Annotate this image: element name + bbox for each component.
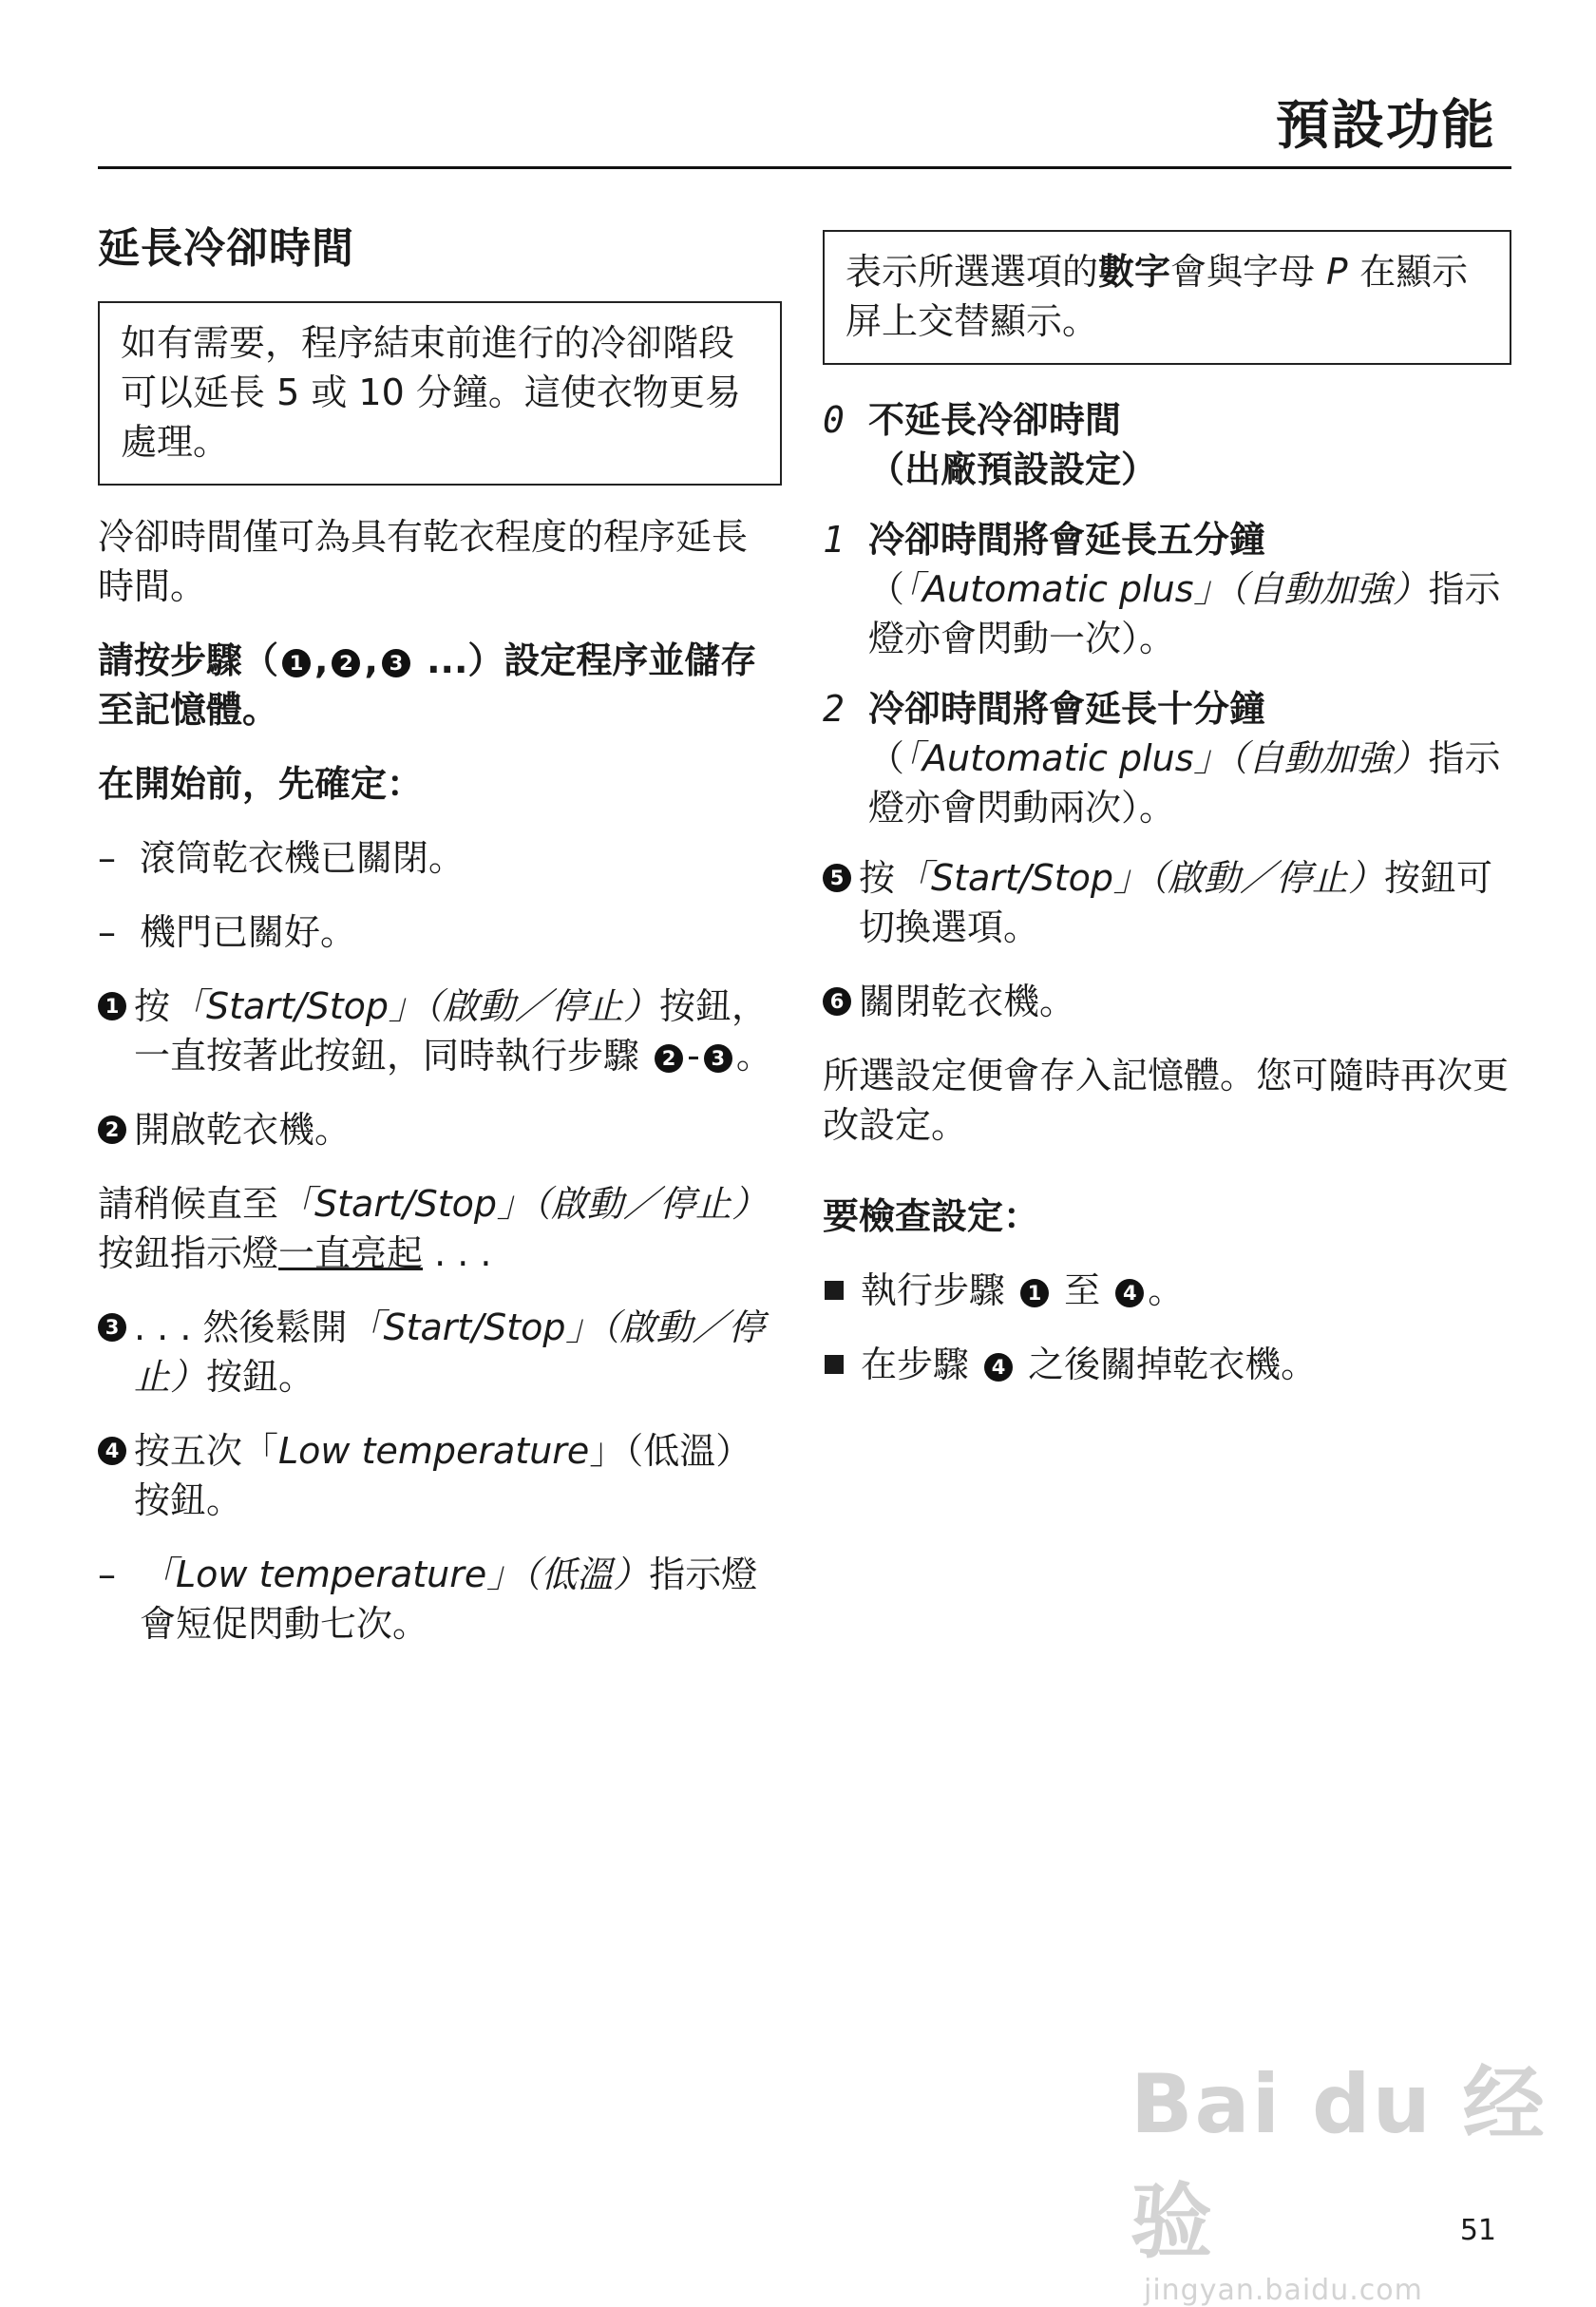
bullet-text: 在步驟 4 之後關掉乾衣機。 xyxy=(861,1344,1318,1385)
dash-item xyxy=(98,1550,782,1649)
step-number-icon: 3 xyxy=(98,1313,126,1342)
bullet-item xyxy=(823,1266,1511,1315)
step-text: 關閉乾衣機。 xyxy=(859,981,1076,1022)
option-note: （「Automatic plus」（自動加強）指示燈亦會閃動兩次）。 xyxy=(868,737,1501,829)
option-title: 不延長冷卻時間 xyxy=(868,399,1122,441)
step-number-icon: 3 xyxy=(704,1044,732,1073)
step-3 xyxy=(98,1303,782,1401)
dash-text: 滾筒乾衣機已關閉。 xyxy=(140,837,466,879)
step-text: 按「Start/Stop」（啟動／停止）按鈕，一直按著此按鈕，同時執行步驟 2 - 3 。 xyxy=(134,985,772,1077)
intro-paragraph: 冷卻時間僅可為具有乾衣程度的程序延長時間。 xyxy=(98,516,749,607)
dash-item xyxy=(98,907,782,957)
dash-text: 機門已關好。 xyxy=(140,911,357,953)
header-rule xyxy=(98,166,1511,169)
watermark-brand: Bai du 经验 xyxy=(1130,2057,1547,2270)
option-note: （「Automatic plus」（自動加強）指示燈亦會閃動一次）。 xyxy=(868,568,1501,659)
step-number-icon: 2 xyxy=(332,649,360,677)
dash-mark: – xyxy=(98,911,116,953)
info-box-text: 如有需要，程序結束前進行的冷卻階段可以延長 5 或 10 分鐘。這使衣物更易處理。 xyxy=(121,322,741,463)
step-text: 按「Start/Stop」（啟動／停止）按鈕可切換選項。 xyxy=(859,857,1493,948)
instruction-post: ...）設定程序並儲存至記憶體。 xyxy=(98,639,757,731)
step-number-icon: 2 xyxy=(98,1115,126,1144)
option-2 xyxy=(823,684,1511,832)
page-header-title: 預設功能 xyxy=(1276,95,1496,157)
step-text: . . . 然後鬆開「Start/Stop」（啟動／停止）按鈕。 xyxy=(134,1306,765,1398)
watermark-url: jingyan.baidu.com xyxy=(1144,2274,1423,2307)
step-5 xyxy=(823,853,1511,952)
bullet-text: 執行步驟 1 至 4 。 xyxy=(861,1269,1185,1311)
step-text: 按五次「Low temperature」（低溫）按鈕。 xyxy=(134,1430,752,1521)
check-heading: 要檢查設定： xyxy=(823,1195,1040,1237)
step-4 xyxy=(98,1426,782,1525)
dash-text: 「Low temperature」（低溫）指示燈會短促閃動七次。 xyxy=(140,1554,758,1645)
left-column xyxy=(98,214,782,1673)
option-subtitle: （出廠預設設定） xyxy=(868,448,1158,490)
square-bullet-icon xyxy=(825,1281,844,1300)
before-heading: 在開始前，先確定： xyxy=(98,763,424,805)
dash-mark: – xyxy=(98,1554,116,1595)
dash-item xyxy=(98,833,782,883)
memory-paragraph: 所選設定便會存入記憶體。您可隨時再次更改設定。 xyxy=(823,1055,1510,1146)
square-bullet-icon xyxy=(825,1355,844,1374)
step-number-icon: 4 xyxy=(98,1437,126,1465)
option-0 xyxy=(823,395,1511,494)
dash-mark: – xyxy=(98,837,116,879)
step-text: 開啟乾衣機。 xyxy=(134,1109,352,1151)
option-digit: 0 xyxy=(823,399,845,441)
option-digit: 2 xyxy=(823,688,845,730)
step-number-icon: 6 xyxy=(823,987,851,1016)
display-info-box: 表示所選選項的數字會與字母 P 在顯示屏上交替顯示。 xyxy=(823,230,1511,365)
step-6 xyxy=(823,977,1511,1026)
step-number-icon: 1 xyxy=(98,992,126,1020)
right-column xyxy=(823,230,1511,1414)
section-heading: 延長冷卻時間 xyxy=(98,224,354,273)
wait-paragraph: 請稍候直至「Start/Stop」（啟動／停止）按鈕指示燈一直亮起 . . . xyxy=(98,1183,769,1274)
info-box xyxy=(98,301,782,486)
step-number-icon: 1 xyxy=(1020,1279,1049,1307)
option-1 xyxy=(823,515,1511,663)
option-digit: 1 xyxy=(823,519,845,561)
step-number-icon: 4 xyxy=(1115,1279,1144,1307)
instruction-pre: 請按步驟（ xyxy=(98,639,279,681)
step-number-icon: 5 xyxy=(823,864,851,892)
option-title: 冷卻時間將會延長十分鐘 xyxy=(868,688,1266,730)
baidu-watermark xyxy=(1130,2038,1596,2307)
instruction-bold: 請按步驟（ 1 , 2 , 3 ...）設定程序並儲存至記憶體。 xyxy=(98,639,757,731)
page-number: 51 xyxy=(1459,2214,1496,2247)
bullet-item xyxy=(823,1340,1511,1389)
option-title: 冷卻時間將會延長五分鐘 xyxy=(868,519,1266,561)
step-number-icon: 1 xyxy=(282,649,311,677)
step-number-icon: 3 xyxy=(382,649,410,677)
step-number-icon: 2 xyxy=(655,1044,683,1073)
step-number-icon: 4 xyxy=(984,1353,1013,1382)
step-1 xyxy=(98,982,782,1080)
step-2 xyxy=(98,1105,782,1154)
